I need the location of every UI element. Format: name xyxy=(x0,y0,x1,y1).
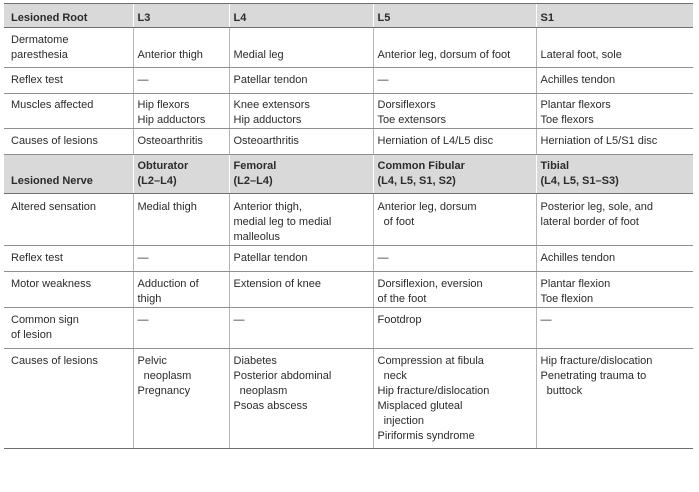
cell-line: Piriformis syndrome xyxy=(377,430,475,442)
cell-line: Plantar flexors xyxy=(540,99,611,111)
table-cell xyxy=(536,28,693,68)
cell-line: Pregnancy xyxy=(137,385,191,397)
row-label xyxy=(4,94,133,129)
cell-line: Psoas abscess xyxy=(233,400,308,412)
row-label xyxy=(4,194,133,246)
cell-line: — xyxy=(540,314,552,326)
cell-line: lateral border of foot xyxy=(540,216,639,228)
header-cell xyxy=(373,155,536,194)
header-cell xyxy=(536,155,693,194)
table-cell xyxy=(133,194,229,246)
cell-line: Herniation of L4/L5 disc xyxy=(377,135,494,147)
table-row xyxy=(4,68,693,94)
row-label-line: Motor weakness xyxy=(11,278,92,290)
header-cell: Lesioned Root xyxy=(4,4,133,28)
cell-line: Achilles tendon xyxy=(540,252,616,264)
row-label-line: of lesion xyxy=(11,329,52,341)
row-label-line: Reflex test xyxy=(11,74,63,86)
row-label-line: Muscles affected xyxy=(11,99,94,111)
table-cell xyxy=(373,308,536,349)
table-cell xyxy=(229,246,373,272)
header-cell xyxy=(133,155,229,194)
header-cell: L3 xyxy=(133,4,229,28)
cell-line: Toe flexion xyxy=(540,293,594,305)
cell-line: Penetrating trauma to xyxy=(540,370,647,382)
cell-line: Compression at fibula xyxy=(377,355,484,367)
cell-line: Hip adductors xyxy=(137,114,206,126)
table-cell xyxy=(373,94,536,129)
cell-line: Hip fracture/dislocation xyxy=(377,385,490,397)
header-line: Lesioned Nerve xyxy=(11,175,93,187)
row-label xyxy=(4,308,133,349)
cell-line: medial leg to medial xyxy=(233,216,332,228)
cell-line: Footdrop xyxy=(377,314,422,326)
cell-line: Medial thigh xyxy=(137,201,197,213)
header-line: Femoral xyxy=(233,160,277,172)
table-cell xyxy=(229,194,373,246)
table-cell xyxy=(133,28,229,68)
table-row xyxy=(4,194,693,246)
table-cell xyxy=(133,308,229,349)
table-cell xyxy=(229,272,373,308)
row-label xyxy=(4,28,133,68)
table-cell xyxy=(133,246,229,272)
row-label xyxy=(4,246,133,272)
cell-line: of the foot xyxy=(377,293,427,305)
header-cell: L5 xyxy=(373,4,536,28)
table-cell xyxy=(536,194,693,246)
row-label-line: Dermatome xyxy=(11,34,69,46)
cell-line: Extension of knee xyxy=(233,278,321,290)
cell-line: Achilles tendon xyxy=(540,74,616,86)
table-row xyxy=(4,94,693,129)
cell-line: Pelvic xyxy=(137,355,167,367)
table-cell xyxy=(373,246,536,272)
table-row xyxy=(4,129,693,155)
table-cell xyxy=(536,272,693,308)
table-row xyxy=(4,246,693,272)
cell-line: malleolus xyxy=(233,231,280,243)
cell-line: neoplasm xyxy=(233,385,288,397)
cell-line: Plantar flexion xyxy=(540,278,611,290)
header-cell xyxy=(4,155,133,194)
cell-line: — xyxy=(377,74,389,86)
table-cell xyxy=(536,349,693,449)
table-cell xyxy=(133,349,229,449)
header-cell: S1 xyxy=(536,4,693,28)
cell-line: thigh xyxy=(137,293,162,305)
table-cell xyxy=(229,129,373,155)
cell-line: Misplaced gluteal xyxy=(377,400,463,412)
header-cell xyxy=(229,155,373,194)
table-cell xyxy=(133,129,229,155)
table-cell xyxy=(536,68,693,94)
table-cell xyxy=(536,246,693,272)
header-line: Obturator xyxy=(137,160,189,172)
root-header-row xyxy=(4,4,693,28)
row-label-line: Causes of lesions xyxy=(11,135,98,147)
table-cell xyxy=(133,94,229,129)
cell-line: of foot xyxy=(377,216,415,228)
header-line: Tibial xyxy=(540,160,570,172)
cell-line: Toe extensors xyxy=(377,114,446,126)
table-cell xyxy=(536,129,693,155)
header-cell: L4 xyxy=(229,4,373,28)
table-cell xyxy=(373,28,536,68)
cell-line: Anterior leg, dorsum of foot xyxy=(377,49,511,61)
cell-line: Herniation of L5/S1 disc xyxy=(540,135,658,147)
cell-line: neck xyxy=(377,370,407,382)
row-label-line: Reflex test xyxy=(11,252,63,264)
cell-line: Lateral foot, sole xyxy=(540,49,622,61)
table-cell xyxy=(536,94,693,129)
table-cell xyxy=(373,68,536,94)
cell-line: Posterior abdominal xyxy=(233,370,332,382)
cell-line: Posterior leg, sole, and xyxy=(540,201,654,213)
table-row xyxy=(4,308,693,349)
cell-line: Anterior thigh xyxy=(137,49,203,61)
cell-line: Dorsiflexors xyxy=(377,99,436,111)
cell-line: Toe flexors xyxy=(540,114,594,126)
cell-line: Diabetes xyxy=(233,355,277,367)
table-cell xyxy=(373,129,536,155)
nerve-header-row xyxy=(4,155,693,194)
header-line: Common Fibular xyxy=(377,160,465,172)
table-cell xyxy=(133,68,229,94)
table-cell xyxy=(536,308,693,349)
table-row xyxy=(4,28,693,68)
cell-line: — xyxy=(377,252,389,264)
table-cell xyxy=(229,308,373,349)
row-label xyxy=(4,68,133,94)
table-cell xyxy=(229,28,373,68)
table-cell xyxy=(229,68,373,94)
row-label xyxy=(4,129,133,155)
cell-line: Osteoarthritis xyxy=(233,135,299,147)
cell-line: — xyxy=(137,314,149,326)
cell-line: Medial leg xyxy=(233,49,284,61)
table-cell xyxy=(229,349,373,449)
table-row xyxy=(4,272,693,308)
cell-line: Osteoarthritis xyxy=(137,135,203,147)
cell-line: Knee extensors xyxy=(233,99,310,111)
row-label-line: Causes of lesions xyxy=(11,355,98,367)
lesion-table xyxy=(4,3,693,449)
cell-line: Patellar tendon xyxy=(233,74,308,86)
cell-line: Anterior leg, dorsum xyxy=(377,201,477,213)
header-line: (L4, L5, S1–S3) xyxy=(540,175,619,187)
table-cell xyxy=(229,94,373,129)
row-label-line: Altered sensation xyxy=(11,201,96,213)
cell-line: buttock xyxy=(540,385,583,397)
cell-line: — xyxy=(137,74,149,86)
cell-line: Hip adductors xyxy=(233,114,302,126)
cell-line: Adduction of xyxy=(137,278,199,290)
cell-line: Hip fracture/dislocation xyxy=(540,355,653,367)
cell-line: — xyxy=(137,252,149,264)
row-label xyxy=(4,349,133,449)
header-line: (L4, L5, S1, S2) xyxy=(377,175,456,187)
table-cell xyxy=(373,272,536,308)
header-line: (L2–L4) xyxy=(137,175,177,187)
cell-line: neoplasm xyxy=(137,370,192,382)
table-cell xyxy=(133,272,229,308)
row-label-line: Common sign xyxy=(11,314,79,326)
row-label-line: paresthesia xyxy=(11,49,68,61)
cell-line: Hip flexors xyxy=(137,99,190,111)
cell-line: — xyxy=(233,314,245,326)
cell-line: Patellar tendon xyxy=(233,252,308,264)
cell-line: Dorsiflexion, eversion xyxy=(377,278,483,290)
table-cell xyxy=(373,349,536,449)
table-cell xyxy=(373,194,536,246)
row-label xyxy=(4,272,133,308)
header-line: (L2–L4) xyxy=(233,175,273,187)
cell-line: injection xyxy=(377,415,424,427)
table-row xyxy=(4,349,693,449)
cell-line: Anterior thigh, xyxy=(233,201,302,213)
